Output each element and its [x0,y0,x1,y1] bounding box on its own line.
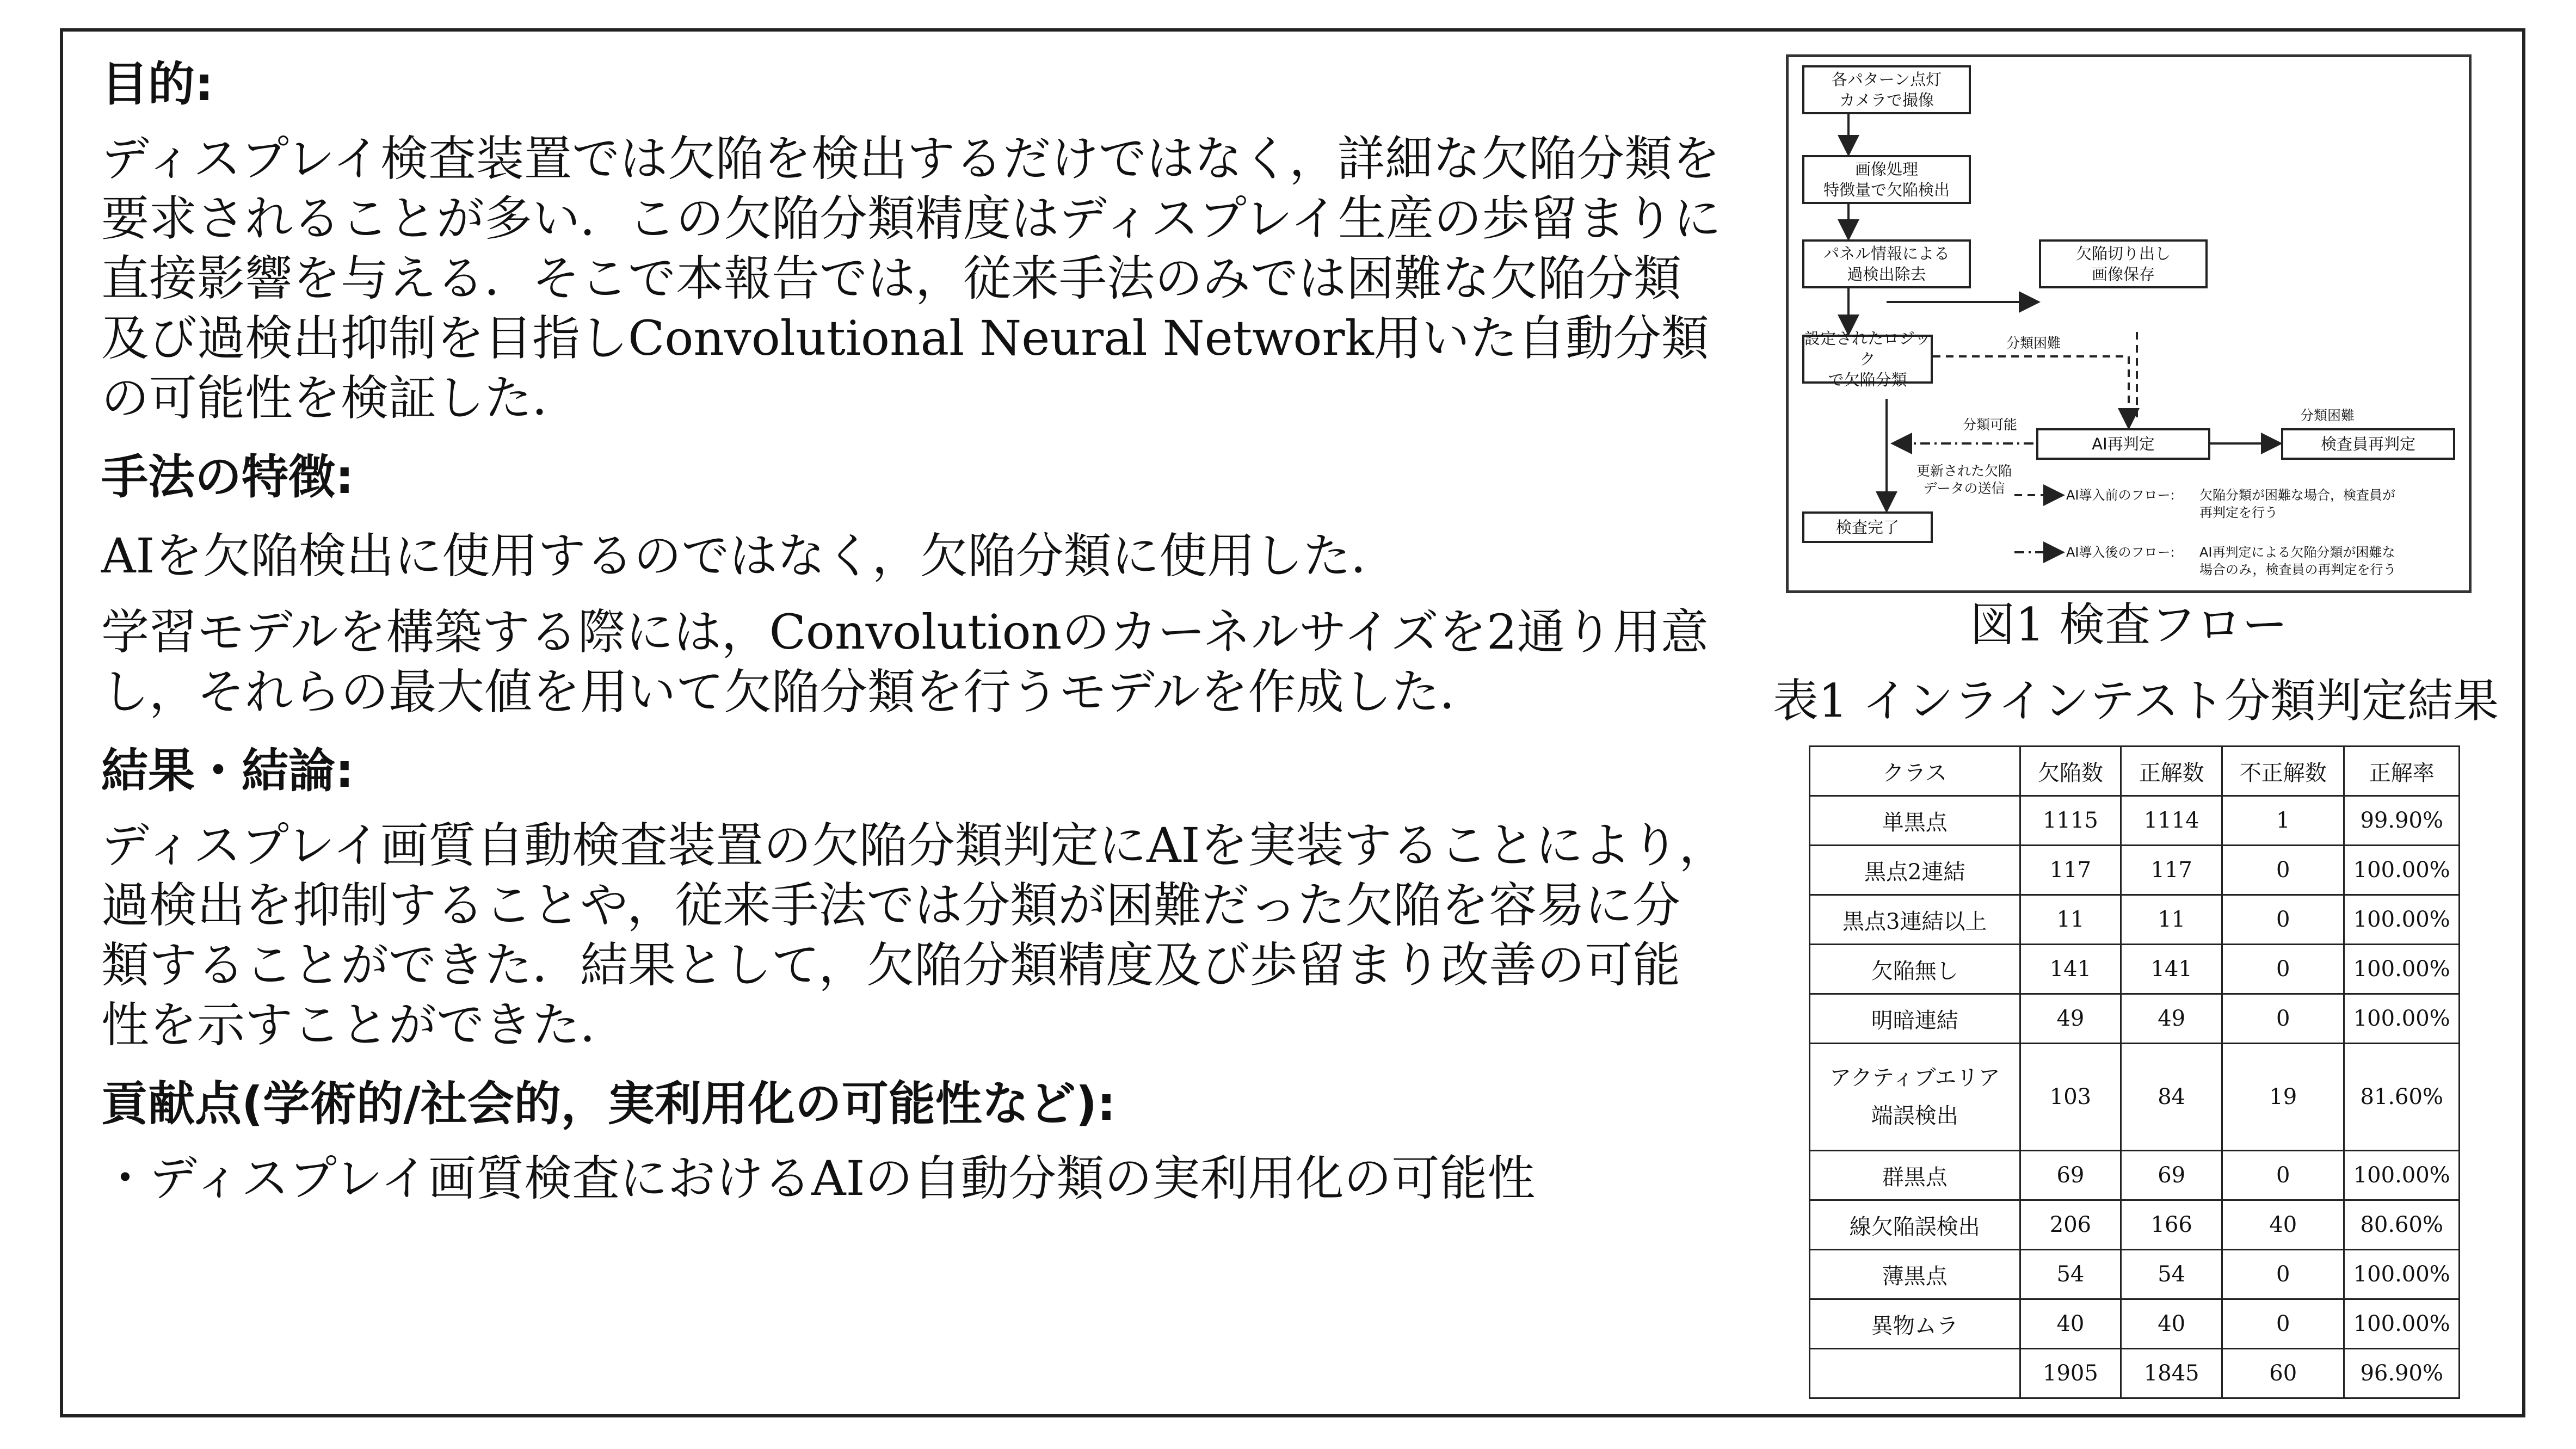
cell-accuracy: 100.00% [2344,895,2460,945]
cell-accuracy: 100.00% [2344,1151,2460,1200]
table-row [1810,994,2460,1044]
header-incorrect-count: 不正解数 [2222,747,2344,796]
cell-correct: 40 [2121,1299,2222,1349]
header-defect-count: 欠陥数 [2020,747,2121,796]
cell-incorrect: 0 [2222,846,2344,895]
cell-defects: 54 [2020,1250,2121,1299]
abstract-text-column [101,52,1728,1208]
cell-incorrect: 0 [2222,945,2344,994]
cell-class: 異物ムラ [1810,1299,2020,1349]
cell-accuracy: 100.00% [2344,994,2460,1044]
label-updated-data [1916,463,2012,497]
table-row [1810,945,2460,994]
legend-before-ai-desc-line2: 再判定を行う [2199,505,2278,520]
cell-correct: 117 [2121,846,2222,895]
table-header-row [1810,747,2460,796]
method-body-2: 学習モデルを構築する際には，Convolutionのカーネルサイズを2通り用意し，それらの最大値を用いて欠陥分類を行うモデルを作成した． [101,604,1709,720]
inspection-flowchart [1786,54,2472,593]
cell-class: 薄黒点 [1810,1250,2020,1299]
cell-correct: 1114 [2121,796,2222,846]
table-total-row [1810,1349,2460,1398]
legend-before-ai-name: AI導入前のフロー: [2066,488,2175,503]
table-row [1810,846,2460,895]
cell-accuracy: 99.90% [2344,796,2460,846]
legend-after-ai-name: AI導入後のフロー: [2066,545,2175,560]
header-correct-count: 正解数 [2121,747,2222,796]
cell-defects: 11 [2020,895,2121,945]
flow-box-image-processing-line2: 特徴量で欠陥検出 [1823,181,1950,199]
cell-class [1810,1349,2020,1398]
results-body: ディスプレイ画質自動検査装置の欠陥分類判定にAIを実装することにより，過検出を抑制することや，従来手法では分類が困難だった欠陥を容易に分類することができた．結果として，欠陥分類精度及び歩留まり改善の可能性を示すことができた． [101,817,1727,1053]
cell-class: 明暗連結 [1810,994,2020,1044]
cell-incorrect: 0 [2222,1250,2344,1299]
cell-class-line1: アクティブエリア [1829,1065,2000,1090]
flow-box-defect-crop [2039,239,2208,288]
cell-class: 欠陥無し [1810,945,2020,994]
cell-accuracy: 81.60% [2344,1044,2460,1151]
flow-box-overdetect-removal-line2: 過検出除去 [1847,265,1926,283]
table-row [1810,1151,2460,1200]
label-updated-data-line2: データの送信 [1923,480,2005,496]
flow-box-overdetect-removal [1802,239,1971,288]
cell-defects: 206 [2020,1200,2121,1250]
purpose-title: 目的: [101,57,214,112]
contribution-title: 貢献点(学術的/社会的，実利用化の可能性など): [101,1077,1116,1131]
cell-correct: 84 [2121,1044,2222,1151]
cell-correct: 1845 [2121,1349,2222,1398]
flow-box-complete-label: 検査完了 [1835,518,1899,537]
flow-box-logic-classify [1802,329,1933,389]
cell-incorrect: 0 [2222,1299,2344,1349]
figure-caption: 図1 検査フロー [1969,598,2288,651]
cell-defects: 40 [2020,1299,2121,1349]
table-caption: 表1 インラインテスト分類判定結果 [1772,674,2499,727]
header-class: クラス [1810,747,2020,796]
label-hard-1: 分類困難 [2006,335,2061,351]
cell-accuracy: 100.00% [2344,1299,2460,1349]
cell-class: 線欠陥誤検出 [1810,1200,2020,1250]
flow-box-ai-rejudge-label: AI再判定 [2092,435,2155,453]
cell-correct: 49 [2121,994,2222,1044]
cell-accuracy: 100.00% [2344,1250,2460,1299]
cell-incorrect: 60 [2222,1349,2344,1398]
table-row [1810,796,2460,846]
label-hard-2: 分類困難 [2300,408,2355,423]
cell-incorrect: 0 [2222,994,2344,1044]
cell-correct: 166 [2121,1200,2222,1250]
method-body-1: AIを欠陥検出に使用するのではなく，欠陥分類に使用した． [101,528,1399,584]
flow-box-image-processing-line1: 画像処理 [1854,160,1918,178]
flow-box-overdetect-removal-line1: パネル情報による [1823,244,1950,263]
flow-box-logic-classify-line2: で欠陥分類 [1828,371,1907,389]
flow-box-inspector-rejudge [2281,428,2455,460]
table-row [1810,1044,2460,1151]
cell-defects: 49 [2020,994,2121,1044]
flow-box-inspector-rejudge-label: 検査員再判定 [2320,435,2415,453]
cell-class: 黒点2連結 [1810,846,2020,895]
cell-class: 単黒点 [1810,796,2020,846]
cell-accuracy: 100.00% [2344,945,2460,994]
cell-correct: 69 [2121,1151,2222,1200]
cell-class: 群黒点 [1810,1151,2020,1200]
cell-incorrect: 0 [2222,895,2344,945]
flow-box-ai-rejudge [2036,428,2210,460]
legend-after-ai-desc-line2: 場合のみ，検査員の再判定を行う [2199,562,2396,577]
cell-defects: 1905 [2020,1349,2121,1398]
classification-results-table [1809,745,2460,1399]
legend-before-ai-desc [2199,486,2395,521]
cell-correct: 141 [2121,945,2222,994]
cell-class: 黒点3連結以上 [1810,895,2020,945]
cell-correct: 11 [2121,895,2222,945]
cell-class [1810,1044,2020,1151]
cell-defects: 1115 [2020,796,2121,846]
legend-after-ai-desc [2199,544,2396,578]
flow-box-logic-classify-line1: 設定されたロジック [1804,329,1931,368]
label-possible: 分類可能 [1963,417,2018,433]
legend-after-ai-desc-line1: AI再判定による欠陥分類が困難な [2199,545,2395,560]
cell-incorrect: 1 [2222,796,2344,846]
cell-defects: 141 [2020,945,2121,994]
cell-defects: 103 [2020,1044,2121,1151]
table-row [1810,1200,2460,1250]
method-title: 手法の特徴: [101,450,354,504]
flow-box-capture-line2: カメラで撮像 [1839,91,1934,109]
header-accuracy: 正解率 [2344,747,2460,796]
flow-box-defect-crop-line2: 画像保存 [2091,265,2155,283]
flow-box-complete [1802,511,1933,543]
cell-incorrect: 0 [2222,1151,2344,1200]
table-row [1810,895,2460,945]
results-title: 結果・結論: [101,744,354,798]
flow-box-capture-line1: 各パターン点灯 [1831,70,1942,89]
table-row [1810,1250,2460,1299]
cell-incorrect: 19 [2222,1044,2344,1151]
cell-accuracy: 80.60% [2344,1200,2460,1250]
flow-box-image-processing [1802,155,1971,204]
contribution-body: ・ディスプレイ画質検査におけるAIの自動分類の実利用化の可能性 [101,1150,1536,1206]
legend-before-ai-desc-line1: 欠陥分類が困難な場合，検査員が [2199,488,2395,503]
cell-class-line2: 端誤検出 [1871,1103,1958,1129]
cell-defects: 117 [2020,846,2121,895]
flow-box-defect-crop-line1: 欠陥切り出し [2075,244,2171,263]
cell-accuracy: 100.00% [2344,846,2460,895]
table-row [1810,1299,2460,1349]
label-updated-data-line1: 更新された欠陥 [1916,463,2012,479]
cell-correct: 54 [2121,1250,2222,1299]
cell-accuracy: 96.90% [2344,1349,2460,1398]
flow-box-capture [1802,65,1971,114]
cell-defects: 69 [2020,1151,2121,1200]
purpose-body: ディスプレイ検査装置では欠陥を検出するだけではなく，詳細な欠陥分類を要求されることが多い．この欠陥分類精度はディスプレイ生産の歩留まりに直接影響を与える．そこで本報告では，従来手法のみでは困難な欠陥分類及び過検出抑制を目指しConvolutional Neural Network用いた自動分類の可能性を検証した． [101,131,1722,426]
cell-incorrect: 40 [2222,1200,2344,1250]
